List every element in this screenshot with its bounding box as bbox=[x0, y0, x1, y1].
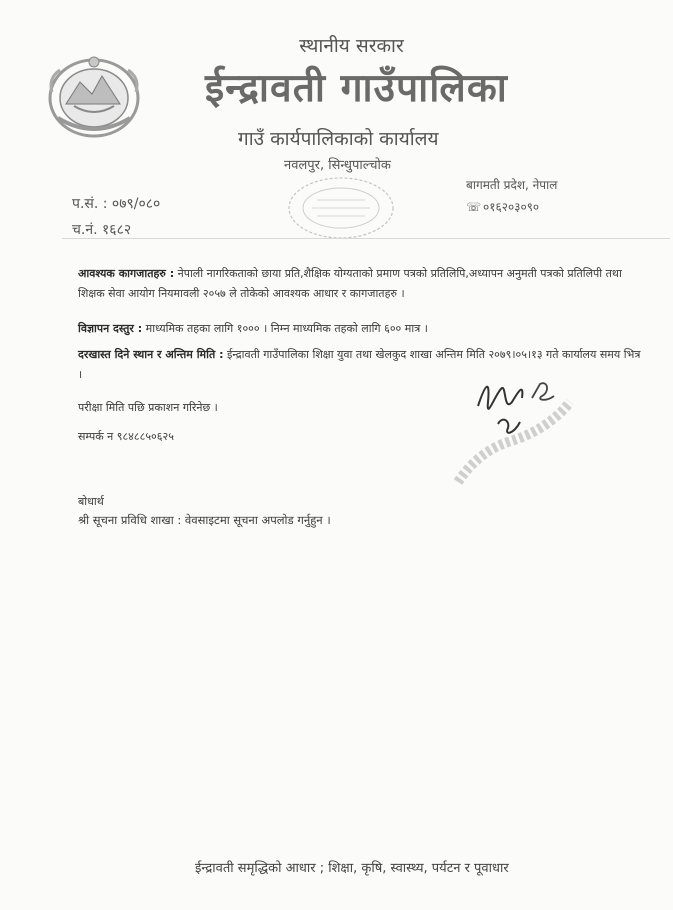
contact-number: सम्पर्क न ९८४८८५०६२५ bbox=[78, 430, 174, 443]
fee-label: विज्ञापन दस्तुर : bbox=[78, 322, 143, 335]
cc-label: बोधार्थ bbox=[78, 495, 104, 508]
municipality-title: ईन्द्रावती गाउँपालिका bbox=[205, 65, 508, 111]
submission-text: ईन्द्रावती गाउँपालिका शिक्षा युवा तथा खेलकुद शाखा अन्तिम मिति २०७९।०५।१३ गते कार्यालय समय भित्र । bbox=[78, 348, 641, 381]
cc-recipient: श्री सूचना प्रविधि शाखा : वेवसाइटमा सूचना अपलोड गर्नुहुन । bbox=[78, 513, 331, 527]
header-divider bbox=[62, 238, 670, 239]
nepal-emblem-icon bbox=[44, 48, 144, 140]
phone-line bbox=[466, 198, 539, 215]
submission-label: दरखास्त दिने स्थान र अन्तिम मिति : bbox=[78, 348, 224, 361]
province-label: बागमती प्रदेश, नेपाल bbox=[466, 178, 558, 192]
letter-number: प.सं. : ०७९/०८० bbox=[72, 196, 161, 212]
office-address: नवलपुर, सिन्धुपाल्चोक bbox=[284, 158, 391, 173]
phone-icon: ☏ bbox=[466, 200, 482, 214]
local-government-label: स्थानीय सरकार bbox=[299, 35, 404, 57]
phone-number: ०१६२०३०९० bbox=[483, 200, 540, 214]
fee-paragraph bbox=[78, 319, 428, 339]
documents-paragraph bbox=[78, 264, 638, 304]
exam-date-note: परीक्षा मिति पछि प्रकाशन गरिनेछ । bbox=[78, 401, 218, 414]
footer-motto: ईन्द्रावती समृद्धिको आधार ; शिक्षा, कृषि, स्वास्थ्य, पर्यटन र पूवाधार bbox=[195, 861, 509, 876]
signature-icon bbox=[438, 362, 588, 492]
fee-text: माध्यमिक तहका लागि १००० । निम्न माध्यमिक तहको लागि ६०० मात्र । bbox=[145, 322, 428, 335]
documents-text: नेपाली नागरिकताको छाया प्रति,शैक्षिक योग्यताको प्रमाण पत्रको प्रतिलिपि,अध्यापन अनुमती पत्रको प्रतिलिपी तथा शिक्षक सेवा आयोग नियमावली २०५७ ले तोकेको आवश्यक आधार र कागजातहरु । bbox=[78, 267, 622, 300]
documents-label: आवश्यक कागजातहरु : bbox=[78, 267, 175, 280]
office-name: गाउँ कार्यपालिकाको कार्यालय bbox=[238, 128, 439, 150]
office-stamp-icon bbox=[282, 168, 400, 244]
dispatch-number: च.नं. १६८२ bbox=[72, 222, 132, 238]
